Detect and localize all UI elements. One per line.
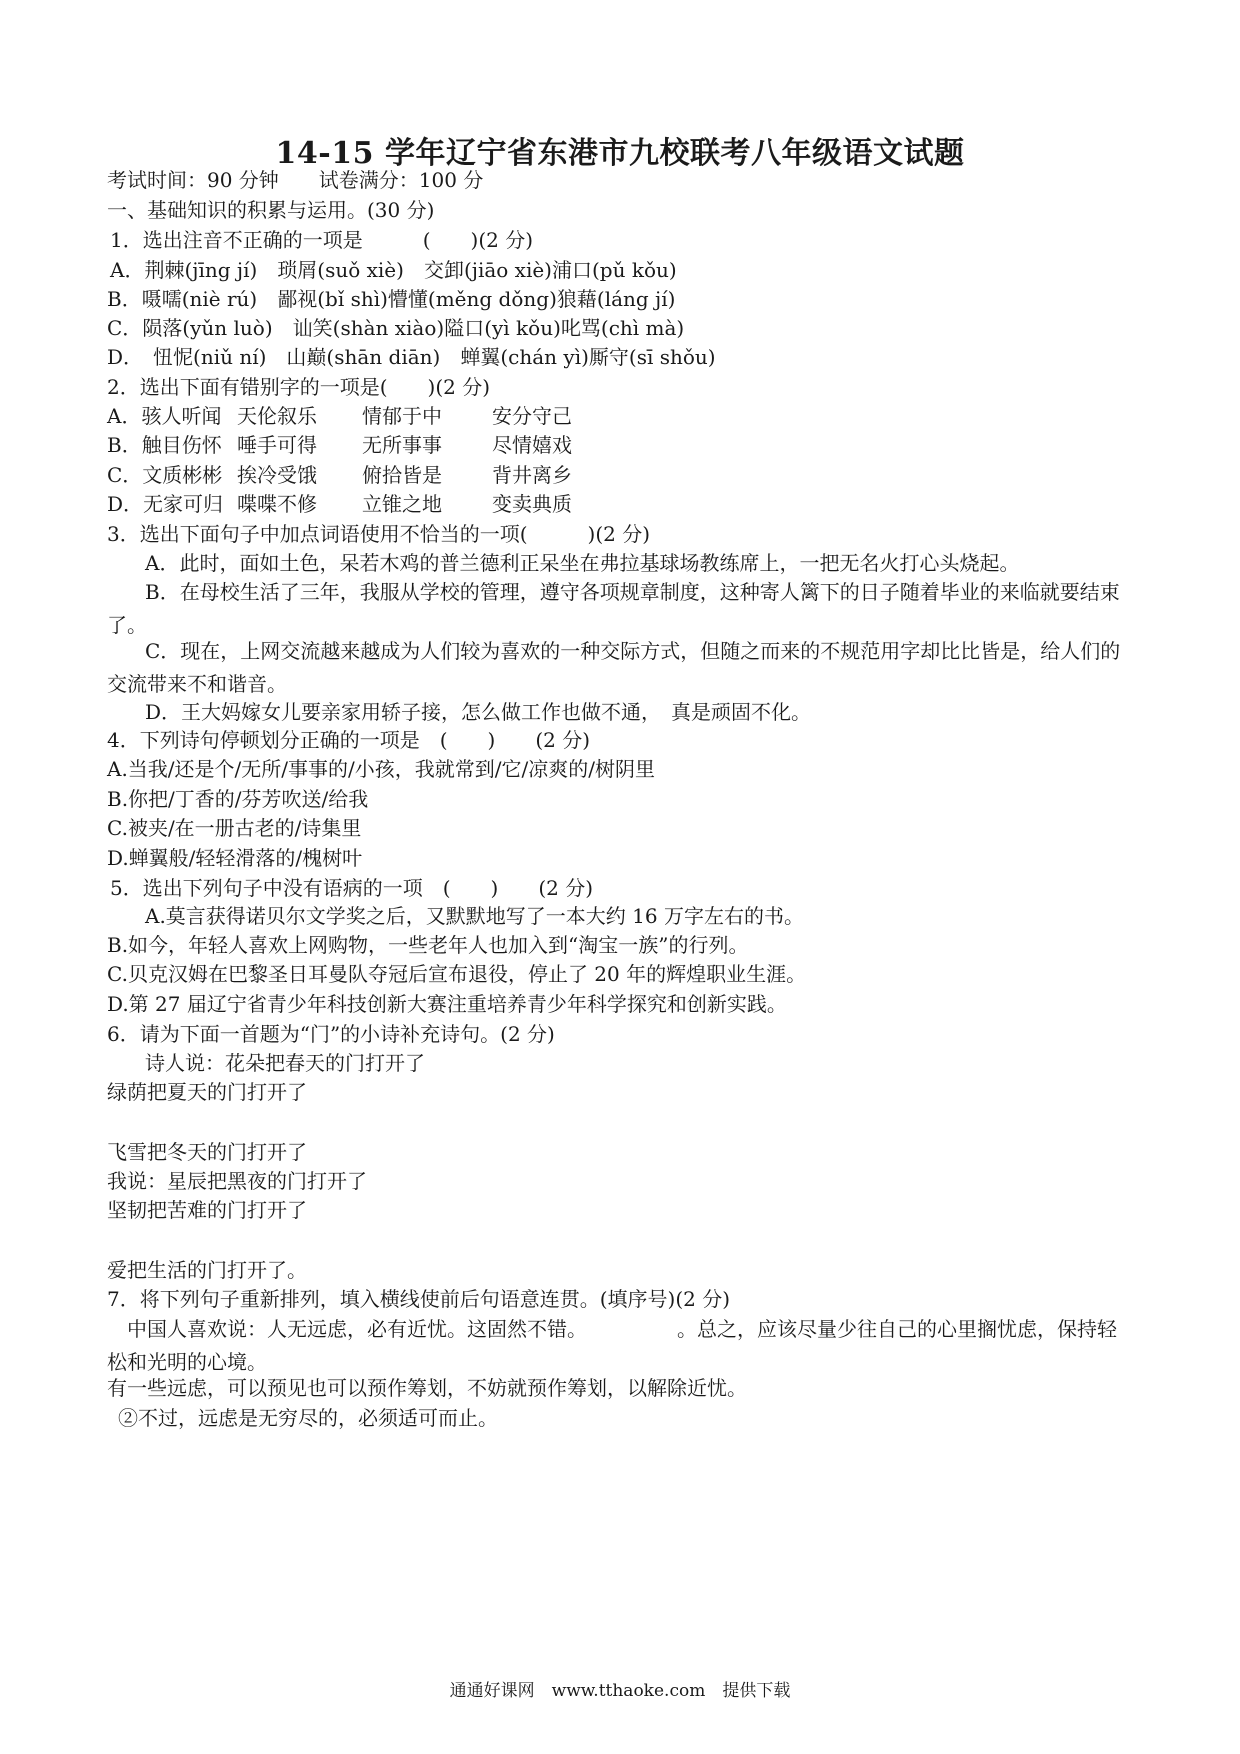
question-1-option-b: B．嗫嚅(niè rú) 鄙视(bǐ shì)懵懂(měng dǒng)狼藉(láng jí) [107,287,676,311]
option-word: 变卖典质 [492,492,572,516]
exam-title: 14-15 学年辽宁省东港市九校联考八年级语文试题 [275,136,965,171]
option-word: 挨冷受饿 [237,463,317,487]
poem-line: 绿荫把夏天的门打开了 [107,1080,307,1104]
option-word: 安分守己 [492,404,572,428]
question-2-option-c [107,461,572,489]
poem-line: 爱把生活的门打开了。 [107,1258,307,1282]
poem-line: 飞雪把冬天的门打开了 [107,1140,307,1164]
poem-line: 我说：星辰把黑夜的门打开了 [107,1169,367,1193]
question-5-option-d: D.第 27 届辽宁省青少年科技创新大赛注重培养青少年科学探究和创新实践。 [107,992,787,1016]
option-word: 唾手可得 [237,433,317,457]
question-1-stem: 1．选出注音不正确的一项是 ( )(2 分) [110,228,534,252]
question-5-option-a: A.莫言获得诺贝尔文学奖之后，又默默地写了一本大约 16 万字左右的书。 [145,904,804,928]
question-5-option-b: B.如今，年轻人喜欢上网购物，一些老年人也加入到“淘宝一族”的行列。 [107,933,749,957]
question-5-option-c: C.贝克汉姆在巴黎圣日耳曼队夺冠后宣布退役，停止了 20 年的辉煌职业生涯。 [107,962,807,986]
question-4-option-a: A.当我/还是个/无所/事事的/小孩，我就常到/它/凉爽的/树阴里 [107,757,655,781]
question-2-option-a [107,402,572,430]
question-1-option-a: A．荆棘(jīng jí) 琐屑(suǒ xiè) 交卸(jiāo xiè)浦口(pǔ kǒu) [110,258,677,282]
question-7-sentence: 有一些远虑，可以预见也可以预作筹划，不妨就预作筹划，以解除近忧。 [107,1376,747,1400]
question-2-stem: 2．选出下面有错别字的一项是( )(2 分) [107,375,491,399]
option-word: 立锥之地 [362,492,442,516]
section-heading: 一、基础知识的积累与运用。(30 分) [107,198,435,222]
question-4-option-d: D.蝉翼般/轻轻滑落的/槐树叶 [107,846,363,870]
question-7-stem: 7．将下列句子重新排列，填入横线使前后句语意连贯。(填序号)(2 分) [107,1287,731,1311]
question-5-stem: 5．选出下列句子中没有语病的一项 ( ) (2 分) [110,876,594,900]
option-word: 无所事事 [362,433,442,457]
exam-info: 考试时间：90 分钟 试卷满分：100 分 [107,168,484,192]
question-3-option-d: D．王大妈嫁女儿要亲家用轿子接，怎么做工作也做不通， 真是顽固不化。 [145,700,812,724]
question-4-stem: 4．下列诗句停顿划分正确的一项是 ( ) (2 分) [107,728,591,752]
question-4-option-c: C.被夹/在一册古老的/诗集里 [107,816,362,840]
option-word: A．骇人听闻 [107,404,222,428]
option-word: 俯拾皆是 [362,463,442,487]
option-word: B．触目伤怀 [107,433,222,457]
option-word: 喋喋不修 [237,492,317,516]
question-2-option-d [107,490,572,518]
option-word: 天伦叙乐 [237,404,317,428]
question-6-stem: 6．请为下面一首题为“门”的小诗补充诗句。(2 分) [107,1022,555,1046]
question-3-option-b: B．在母校生活了三年，我服从学校的管理，遵守各项规章制度，这种寄人篱下的日子随着毕业的来临就要结束了。 [107,580,1120,637]
question-4-option-b: B.你把/丁香的/芬芳吹送/给我 [107,787,369,811]
page-footer: 通通好课网 www.tthaoke.com 提供下载 [449,1681,791,1701]
option-word: 情郁于中 [362,404,442,428]
question-3-stem: 3．选出下面句子中加点词语使用不恰当的一项( )(2 分) [107,522,651,546]
option-word: 尽情嬉戏 [492,433,572,457]
option-word: C．文质彬彬 [107,463,223,487]
question-7-sentence: ②不过，远虑是无穷尽的，必须适可而止。 [118,1406,498,1430]
question-3-option-a: A．此时，面如土色，呆若木鸡的普兰德利正呆坐在弗拉基球场教练席上，一把无名火打心头烧起。 [145,551,1020,575]
option-word: D．无家可归 [107,492,224,516]
question-7-paragraph: 中国人喜欢说：人无远虑，必有近忧。这固然不错。 。总之，应该尽量少往自己的心里搁忧虑，保持轻松和光明的心境。 [107,1317,1117,1374]
question-1-option-c: C．陨落(yǔn luò) 讪笑(shàn xiào)隘口(yì kǒu)叱骂(chì mà) [107,316,685,340]
question-1-option-d: D． 忸怩(niǔ ní) 山巅(shān diān) 蝉翼(chán yì)厮守(sī shǒu) [107,345,716,369]
question-3-option-c: C．现在，上网交流越来越成为人们较为喜欢的一种交际方式，但随之而来的不规范用字却比比皆是，给人们的交流带来不和谐音。 [107,639,1121,696]
poem-line: 诗人说：花朵把春天的门打开了 [145,1051,425,1075]
question-2-option-b [107,431,572,459]
option-word: 背井离乡 [492,463,572,487]
poem-line: 坚韧把苦难的门打开了 [107,1198,307,1222]
